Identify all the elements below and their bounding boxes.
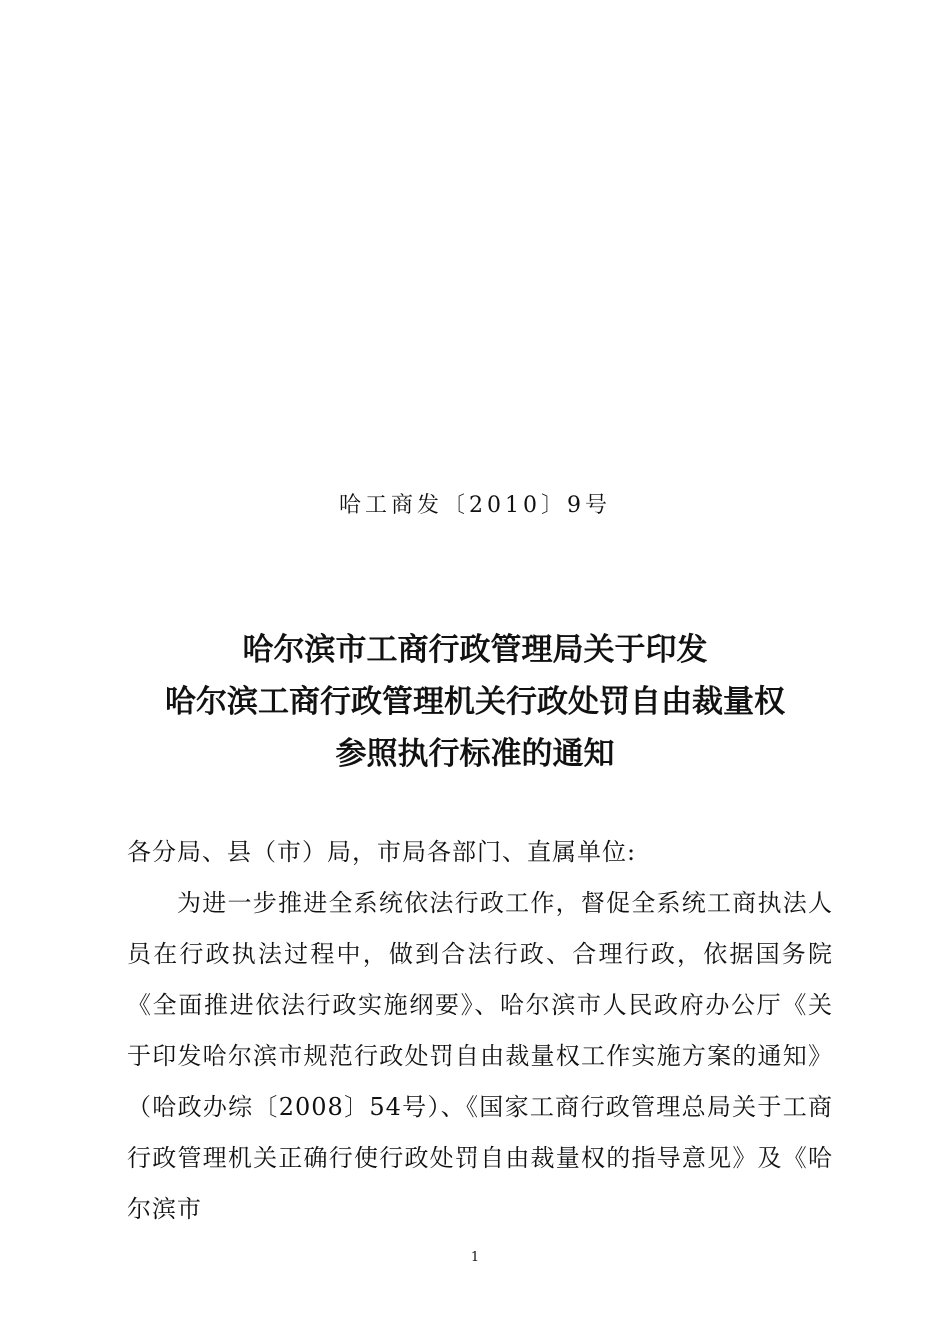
body-paragraph: 为进一步推进全系统依法行政工作，督促全系统工商执法人员在行政执法过程中，做到合法行政、合理行政，依据国务院《全面推进依法行政实施纲要》、哈尔滨市人民政府办公厅《关于印发哈尔滨市规范行政处罚自由裁量权工作实施方案的通知》（哈政办综〔2008〕54号）、《国家工商行政管理总局关于工商行政管理机关正确行使行政处罚自由裁量权的指导意见》及《哈尔滨市 (127, 889, 833, 1223)
document-title (0, 624, 950, 780)
title-line-1: 哈尔滨市工商行政管理局关于印发 (242, 632, 708, 668)
title-line-3: 参照执行标准的通知 (335, 736, 615, 772)
document-number: 哈工商发〔2010〕9号 (339, 493, 611, 518)
title-line-2: 哈尔滨工商行政管理机关行政处罚自由裁量权 (165, 684, 785, 720)
page-number: 1 (470, 1250, 480, 1265)
salutation: 各分局、县（市）局，市局各部门、直属单位: (127, 838, 637, 866)
